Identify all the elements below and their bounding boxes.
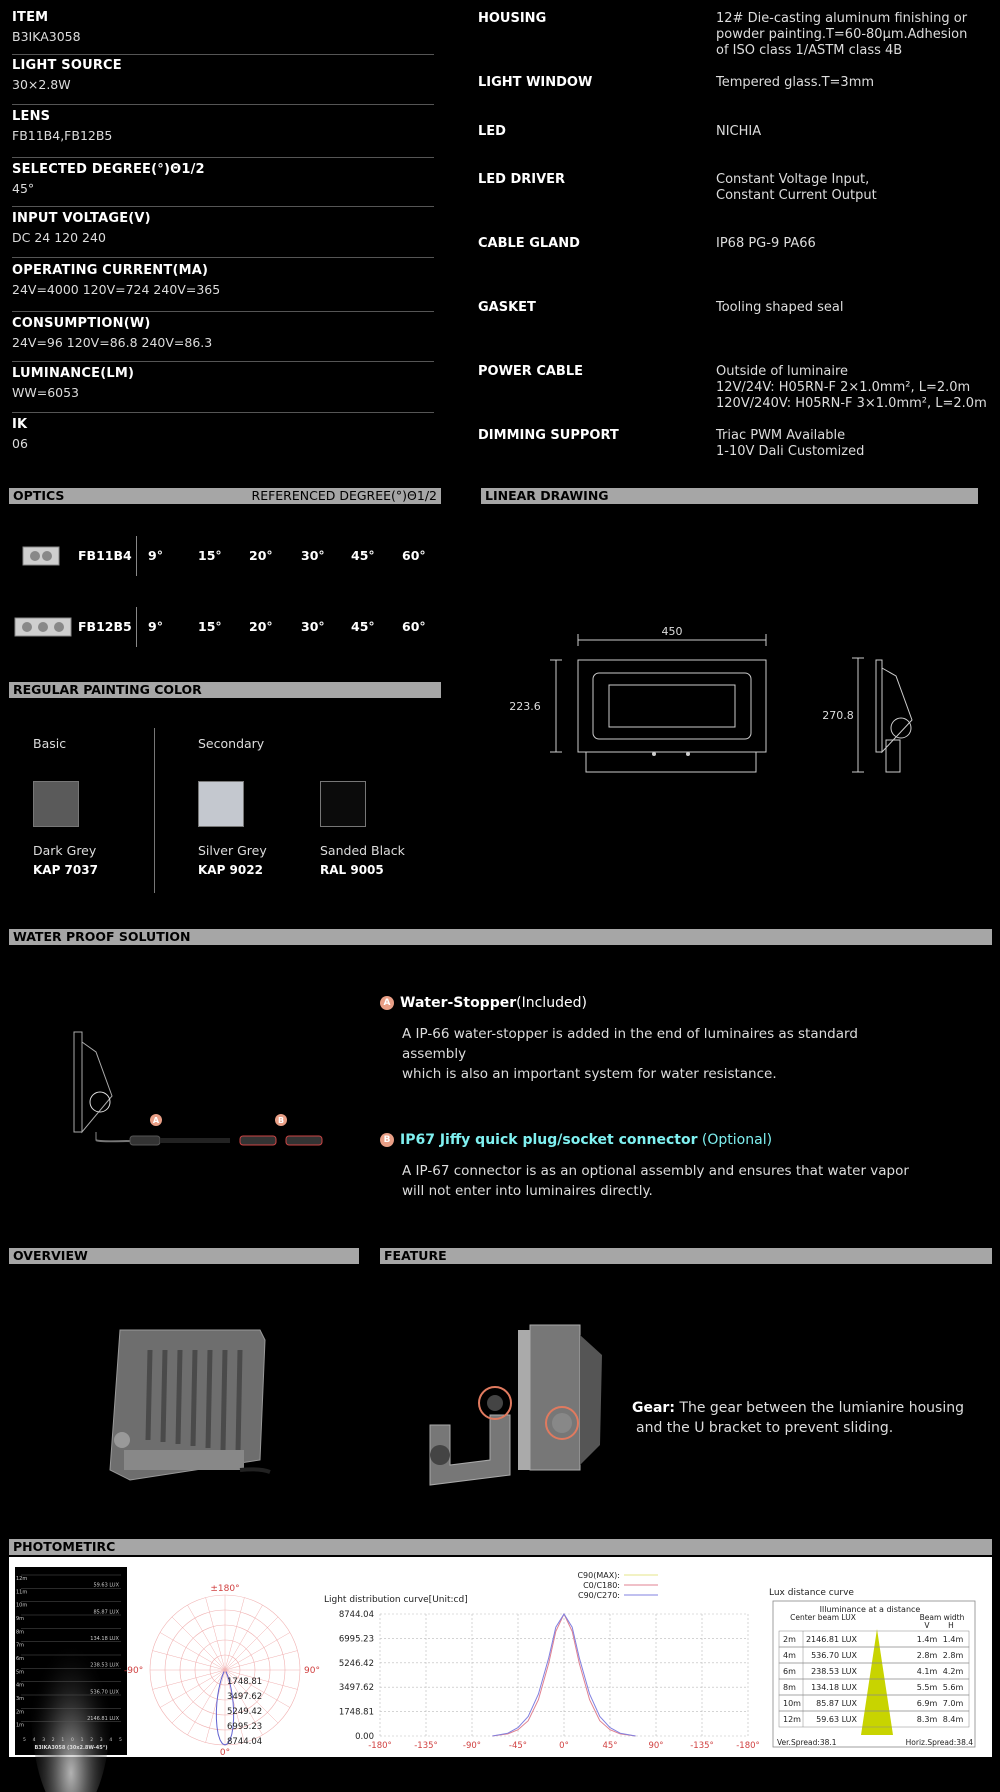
spec-lens bbox=[12, 109, 434, 158]
lens-fb12b5-icon bbox=[14, 617, 72, 637]
lux-v-width: 2.8m bbox=[916, 1651, 938, 1660]
spec-value-line: Triac PWM Available bbox=[716, 428, 846, 443]
spec-value: 45° bbox=[12, 181, 35, 196]
isolux-distance: 4m bbox=[16, 1682, 25, 1689]
lux-center: 2146.81 LUX bbox=[805, 1635, 857, 1644]
lux-h-width: 2.8m bbox=[942, 1651, 964, 1660]
isolux-lux-label: 238.53 LUX bbox=[90, 1662, 119, 1669]
gear-line: and the U bracket to prevent sliding. bbox=[636, 1420, 894, 1436]
badge-b-icon: B bbox=[380, 1133, 394, 1147]
spec-value bbox=[716, 75, 988, 91]
spec-value-line: Constant Current Output bbox=[716, 188, 877, 203]
wp-a-suffix: (Included) bbox=[516, 995, 587, 1011]
ldc-xtick: 45° bbox=[602, 1741, 618, 1751]
lux-center: 134.18 LUX bbox=[811, 1683, 857, 1692]
overview-title: OVERVIEW bbox=[13, 1248, 88, 1263]
spec-label: CABLE GLAND bbox=[478, 236, 580, 251]
spec-value bbox=[716, 172, 988, 204]
spec-value-line: 12V/24V: H05RN-F 2×1.0mm², L=2.0m bbox=[716, 380, 971, 395]
color-code: RAL 9005 bbox=[320, 863, 384, 877]
color-name: Dark Grey bbox=[33, 843, 97, 858]
ldc-legend-label: C0/C180: bbox=[583, 1581, 620, 1590]
waterproof-title: WATER PROOF SOLUTION bbox=[13, 929, 191, 944]
isolux-chart bbox=[15, 1567, 127, 1755]
feature-gear-image bbox=[420, 1315, 620, 1495]
isolux-lux-label: 134.18 LUX bbox=[90, 1636, 119, 1642]
lux-col1: Center beam LUX bbox=[790, 1613, 856, 1622]
lux-distance-chart bbox=[765, 1587, 990, 1752]
overview-bar bbox=[9, 1248, 359, 1264]
spec-value bbox=[716, 236, 988, 252]
depth-label: 270.8 bbox=[822, 709, 854, 722]
lux-h-width: 4.2m bbox=[942, 1667, 964, 1676]
spec-value bbox=[716, 300, 988, 316]
overview-product-image bbox=[90, 1320, 290, 1500]
spec-label: DIMMING SUPPORT bbox=[478, 428, 619, 443]
deg: 60° bbox=[402, 619, 426, 634]
lux-distance: 2m bbox=[783, 1635, 796, 1644]
isolux-distance: 5m bbox=[16, 1669, 25, 1676]
lens-fb11b4-icon bbox=[22, 546, 60, 566]
spec-label: LUMINANCE(LM) bbox=[12, 366, 135, 381]
feature-title: FEATURE bbox=[384, 1248, 447, 1263]
lux-ver-spread: Ver.Spread:38.1 bbox=[777, 1738, 837, 1747]
ldc-xtick: -135° bbox=[414, 1741, 438, 1751]
feature-bar bbox=[380, 1248, 992, 1264]
painting-bar bbox=[9, 682, 441, 698]
spec-label: SELECTED DEGREE(°)Θ1/2 bbox=[12, 162, 205, 177]
swatch-silver-grey bbox=[198, 781, 244, 827]
swatch-dark-grey bbox=[33, 781, 79, 827]
spec-light-source bbox=[12, 58, 434, 105]
isolux-lux-label: 85.87 LUX bbox=[93, 1609, 119, 1616]
lux-h-width: 7.0m bbox=[942, 1699, 964, 1708]
wp-a-title: Water-Stopper bbox=[400, 995, 517, 1011]
ldc-ytick: 8744.04 bbox=[338, 1610, 374, 1620]
deg: 15° bbox=[198, 548, 222, 563]
spec-label: LIGHT SOURCE bbox=[12, 58, 122, 73]
ldc-xtick: -90° bbox=[462, 1741, 482, 1751]
optic-name: FB12B5 bbox=[78, 619, 132, 634]
isolux-xtick: 2 bbox=[51, 1738, 55, 1743]
divider bbox=[136, 536, 137, 576]
spec-value-line: Outside of luminaire bbox=[716, 364, 848, 379]
light-distribution-chart bbox=[320, 1562, 758, 1757]
deg: 45° bbox=[351, 619, 375, 634]
spec-label: ITEM bbox=[12, 10, 49, 25]
spec-value: 24V=4000 120V=724 240V=365 bbox=[12, 282, 221, 297]
linear-bar bbox=[481, 488, 978, 504]
lux-hor-spread: Horiz.Spread:38.4 bbox=[905, 1738, 973, 1747]
lux-header: Illuminance at a distance bbox=[819, 1605, 921, 1614]
isolux-xtick: 1 bbox=[61, 1738, 65, 1743]
spec-value: DC 24 120 240 bbox=[12, 230, 106, 245]
gear-text bbox=[632, 1398, 964, 1438]
lux-center: 59.63 LUX bbox=[816, 1715, 857, 1724]
polar-radial-label: 3497.62 bbox=[227, 1692, 263, 1702]
lux-h-width: 5.6m bbox=[942, 1683, 964, 1692]
isolux-distance: 9m bbox=[16, 1616, 25, 1622]
spec-value-line: NICHIA bbox=[716, 124, 762, 139]
photometric-title: PHOTOMETIRC bbox=[13, 1539, 116, 1554]
lux-h-width: 1.4m bbox=[942, 1635, 964, 1644]
lux-center: 238.53 LUX bbox=[811, 1667, 857, 1676]
spec-value: WW=6053 bbox=[12, 385, 80, 400]
isolux-xtick: 3 bbox=[99, 1738, 103, 1743]
deg: 45° bbox=[351, 548, 375, 563]
spec-consumption-w bbox=[12, 316, 434, 362]
lux-h: H bbox=[948, 1621, 954, 1630]
optics-bar bbox=[9, 488, 441, 504]
linear-title: LINEAR DRAWING bbox=[485, 488, 609, 503]
color-code: KAP 9022 bbox=[198, 863, 263, 877]
deg: 30° bbox=[301, 548, 325, 563]
wp-a-text bbox=[402, 1024, 922, 1084]
lux-distance: 12m bbox=[783, 1715, 801, 1724]
deg: 15° bbox=[198, 619, 222, 634]
spec-label: OPERATING CURRENT(MA) bbox=[12, 263, 209, 278]
optic-row-fb12b5 bbox=[12, 607, 432, 647]
wp-a-line: which is also an important system for water resistance. bbox=[402, 1066, 777, 1082]
deg: 30° bbox=[301, 619, 325, 634]
ldc-xtick: 0° bbox=[559, 1741, 569, 1751]
ldc-ytick: 5246.42 bbox=[338, 1658, 374, 1669]
polar-radial-label: 6995.23 bbox=[227, 1722, 263, 1732]
spec-label: HOUSING bbox=[478, 11, 547, 26]
spec-value-line: Tempered glass.T=3mm bbox=[716, 75, 875, 90]
painting-title: REGULAR PAINTING COLOR bbox=[13, 682, 202, 697]
secondary-label: Secondary bbox=[198, 736, 265, 751]
spec-label: LED DRIVER bbox=[478, 172, 566, 187]
optic-row-fb11b4 bbox=[12, 536, 432, 576]
deg: 20° bbox=[249, 548, 273, 563]
spec-label: LIGHT WINDOW bbox=[478, 75, 593, 90]
polar-angle-label: ±180° bbox=[210, 1584, 240, 1594]
lux-distance: 10m bbox=[783, 1699, 801, 1708]
ldc-ytick: 3497.62 bbox=[338, 1683, 374, 1694]
divider bbox=[136, 607, 137, 647]
ldc-legend-label: C90/C270: bbox=[577, 1591, 620, 1600]
ldc-xtick: 90° bbox=[648, 1741, 664, 1751]
wp-b-heading bbox=[380, 1132, 772, 1148]
spec-value-line: Tooling shaped seal bbox=[716, 300, 844, 315]
polar-chart bbox=[124, 1570, 320, 1758]
basic-label: Basic bbox=[33, 736, 67, 751]
isolux-distance: 1m bbox=[16, 1722, 25, 1729]
badge-a-label: A bbox=[152, 1116, 160, 1125]
waterproof-bar bbox=[9, 929, 992, 945]
spec-label: POWER CABLE bbox=[478, 364, 584, 379]
spec-label: INPUT VOLTAGE(V) bbox=[12, 211, 151, 226]
wp-b-suffix: (Optional) bbox=[697, 1132, 773, 1148]
isolux-xtick: 0 bbox=[71, 1738, 74, 1743]
ldc-ytick: 1748.81 bbox=[338, 1707, 374, 1718]
deg: 60° bbox=[402, 548, 426, 563]
isolux-title: B3IKA3058 (30x2.8W-45°) bbox=[34, 1745, 108, 1751]
spec-label: GASKET bbox=[478, 300, 536, 315]
spec-label: IK bbox=[12, 417, 28, 432]
isolux-xtick: 5 bbox=[119, 1738, 122, 1743]
optics-title: OPTICS bbox=[13, 488, 65, 503]
painting-divider bbox=[154, 728, 155, 893]
spec-value bbox=[716, 11, 988, 59]
gear-title: Gear: bbox=[632, 1400, 675, 1416]
ldc-ytick: 6995.23 bbox=[338, 1634, 374, 1645]
spec-ik bbox=[12, 417, 434, 461]
spec-label: CONSUMPTION(W) bbox=[12, 316, 151, 331]
isolux-xtick: 3 bbox=[42, 1738, 46, 1743]
ldc-legend-label: C90(MAX): bbox=[577, 1571, 620, 1580]
wp-b-title: IP67 Jiffy quick plug/socket connector bbox=[400, 1132, 698, 1148]
isolux-distance: 7m bbox=[16, 1642, 25, 1649]
spec-value bbox=[716, 428, 988, 460]
polar-radial-label: 5249.42 bbox=[227, 1707, 263, 1717]
spec-value: 24V=96 120V=86.8 240V=86.3 bbox=[12, 335, 213, 350]
spec-value: FB11B4,FB12B5 bbox=[12, 128, 113, 143]
height-label: 223.6 bbox=[509, 700, 541, 713]
isolux-xtick: 4 bbox=[109, 1738, 113, 1743]
isolux-lux-label: 59.63 LUX bbox=[93, 1582, 119, 1589]
ldc-title: Light distribution curve[Unit:cd] bbox=[324, 1595, 468, 1605]
wp-b-line: A IP-67 connector is as an optional assembly and ensures that water vapor bbox=[402, 1163, 909, 1179]
isolux-distance: 3m bbox=[16, 1696, 25, 1702]
isolux-distance: 11m bbox=[16, 1589, 28, 1596]
badge-b-label: B bbox=[277, 1116, 285, 1125]
optics-subtitle: REFERENCED DEGREE(°)Θ1/2 bbox=[251, 488, 437, 503]
wp-b-text bbox=[402, 1161, 922, 1201]
spec-value: 30×2.8W bbox=[12, 77, 71, 92]
ldc-xtick: -135° bbox=[690, 1741, 714, 1751]
side-housing bbox=[876, 660, 882, 752]
spec-label: LED bbox=[478, 124, 506, 139]
spec-value-line: 1-10V Dali Customized bbox=[716, 444, 865, 459]
spec-operating-current-ma bbox=[12, 263, 434, 312]
lux-distance: 6m bbox=[783, 1667, 796, 1676]
isolux-xtick: 5 bbox=[23, 1738, 26, 1743]
waterproof-illustration bbox=[60, 1020, 350, 1160]
deg: 20° bbox=[249, 619, 273, 634]
spec-item bbox=[12, 10, 434, 55]
lux-v-width: 6.9m bbox=[916, 1699, 938, 1708]
isolux-lux-label: 2146.81 LUX bbox=[87, 1716, 119, 1722]
polar-radial-label: 1748.81 bbox=[227, 1677, 263, 1687]
lux-distance: 4m bbox=[783, 1651, 796, 1660]
spec-value-line: of ISO class 1/ASTM class 4B bbox=[716, 43, 903, 58]
ldc-xtick: -180° bbox=[736, 1741, 760, 1751]
isolux-xtick: 1 bbox=[80, 1738, 84, 1743]
spec-value: B3IKA3058 bbox=[12, 29, 81, 44]
spec-label: LENS bbox=[12, 109, 51, 124]
ldc-ytick: 0.00 bbox=[355, 1732, 374, 1742]
polar-angle-label: 0° bbox=[219, 1748, 231, 1758]
polar-angle-label: -90° bbox=[124, 1666, 144, 1676]
wp-b-line: will not enter into luminaires directly. bbox=[402, 1183, 653, 1199]
isolux-lux-label: 536.70 LUX bbox=[90, 1689, 119, 1696]
isolux-xtick: 2 bbox=[90, 1738, 94, 1743]
color-name: Silver Grey bbox=[198, 843, 267, 858]
spec-value-line: 12# Die-casting aluminum finishing or bbox=[716, 11, 968, 26]
gear-line: The gear between the lumianire housing bbox=[674, 1400, 964, 1416]
spec-input-voltage-v bbox=[12, 211, 434, 258]
ldc-xtick: -180° bbox=[368, 1741, 392, 1751]
lux-col2: Beam width bbox=[919, 1613, 965, 1622]
color-code: KAP 7037 bbox=[33, 863, 98, 877]
isolux-distance: 6m bbox=[16, 1656, 25, 1662]
lux-center: 536.70 LUX bbox=[811, 1651, 857, 1660]
color-name: Sanded Black bbox=[320, 843, 405, 858]
optic-name: FB11B4 bbox=[78, 548, 132, 563]
spec-value-line: Constant Voltage Input, bbox=[716, 172, 870, 187]
linear-drawing bbox=[480, 620, 960, 780]
polar-radial-label: 8744.04 bbox=[227, 1737, 263, 1747]
isolux-distance: 8m bbox=[16, 1629, 25, 1636]
deg: 9° bbox=[148, 619, 163, 634]
badge-a-icon: A bbox=[380, 996, 394, 1010]
isolux-distance: 12m bbox=[16, 1576, 28, 1582]
spec-value-line: powder painting.T=60-80μm.Adhesion bbox=[716, 27, 968, 42]
spec-value bbox=[716, 364, 988, 412]
wp-a-line: A IP-66 water-stopper is added in the end of luminaires as standard assembly bbox=[402, 1026, 858, 1062]
photometric-bar bbox=[9, 1539, 992, 1555]
lux-h-width: 8.4m bbox=[942, 1715, 964, 1724]
spec-value bbox=[716, 124, 988, 140]
spec-luminance-lm bbox=[12, 366, 434, 413]
width-label: 450 bbox=[661, 625, 683, 638]
lux-v-width: 4.1m bbox=[916, 1667, 938, 1676]
spec-value: 06 bbox=[12, 436, 28, 451]
isolux-distance: 10m bbox=[16, 1602, 28, 1609]
wp-a-heading bbox=[380, 995, 587, 1011]
polar-angle-label: 90° bbox=[304, 1666, 320, 1676]
deg: 9° bbox=[148, 548, 163, 563]
ldc-xtick: -45° bbox=[508, 1741, 528, 1751]
spec-value-line: IP68 PG-9 PA66 bbox=[716, 236, 816, 251]
lux-v: V bbox=[924, 1621, 930, 1630]
lux-v-width: 5.5m bbox=[916, 1683, 938, 1692]
isolux-distance: 2m bbox=[16, 1709, 25, 1716]
isolux-xtick: 4 bbox=[32, 1738, 36, 1743]
spec-value-line: 120V/240V: H05RN-F 3×1.0mm², L=2.0m bbox=[716, 396, 987, 411]
lux-title: Lux distance curve bbox=[769, 1588, 854, 1598]
spec-selected-degree bbox=[12, 162, 434, 207]
lux-beam-cone bbox=[861, 1629, 893, 1735]
lux-v-width: 1.4m bbox=[916, 1635, 938, 1644]
swatch-sanded-black bbox=[320, 781, 366, 827]
front-housing bbox=[578, 660, 766, 752]
lux-distance: 8m bbox=[783, 1683, 796, 1692]
lux-center: 85.87 LUX bbox=[816, 1699, 857, 1708]
lux-v-width: 8.3m bbox=[916, 1715, 938, 1724]
